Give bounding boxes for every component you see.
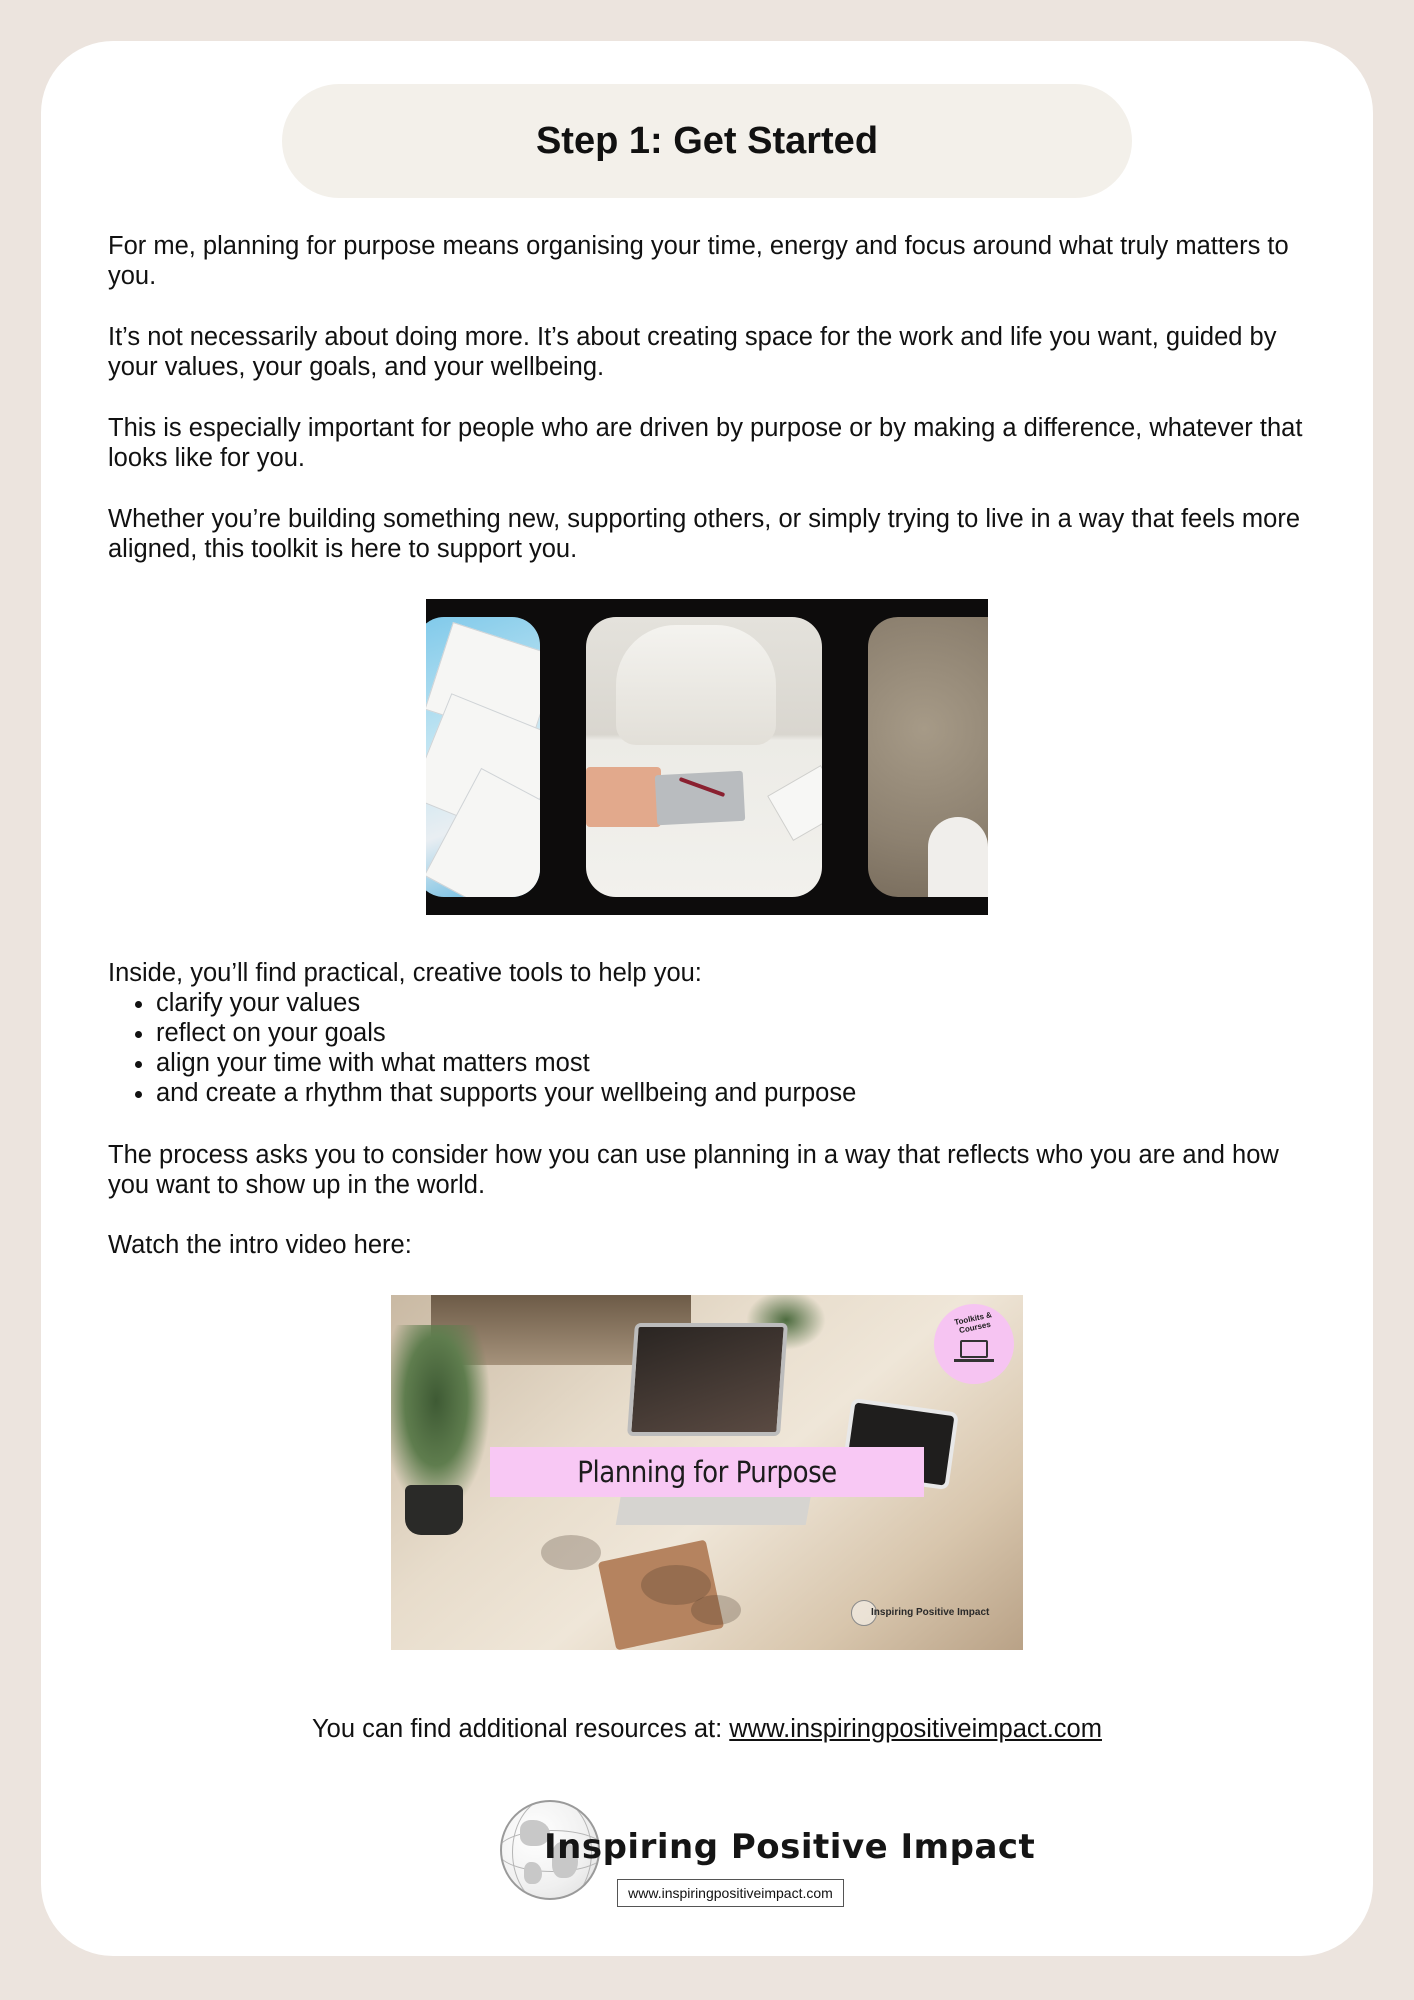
- toolkits-badge: [934, 1304, 1014, 1384]
- photo-collage: [426, 599, 988, 915]
- video-brand: Inspiring Positive Impact: [871, 1607, 990, 1618]
- list-item: • reflect on your goals: [156, 1018, 856, 1048]
- calendar-photo: [426, 617, 540, 897]
- video-title: Planning for Purpose: [577, 1455, 837, 1489]
- badge-text: Toolkits & Courses: [953, 1310, 993, 1336]
- list-item: • align your time with what matters most: [156, 1048, 856, 1078]
- process-paragraph: The process asks you to consider how you can use planning in a way that reflects who you are and how you want to show up in the world.: [108, 1141, 1279, 1199]
- list-item: • clarify your values: [156, 988, 856, 1018]
- footer-logo: [500, 1797, 1036, 1909]
- page-title: Step 1: Get Started: [535, 119, 879, 162]
- tools-lead: Inside, you’ll find practical, creative tools to help you:: [108, 959, 702, 987]
- intro-paragraph-4: Whether you’re building something new, supporting others, or simply trying to live in a way that feels more aligned, this toolkit is here to support you.: [108, 505, 1301, 563]
- brand-url: www.inspiringpositiveimpact.com: [617, 1879, 844, 1907]
- resources-line: [0, 1714, 1414, 1744]
- brand-name: Inspiring Positive Impact: [544, 1827, 1036, 1867]
- laptop-icon: [960, 1340, 988, 1358]
- beach-walk-photo: [868, 617, 988, 897]
- video-title-banner: [490, 1447, 924, 1497]
- intro-paragraph-3: This is especially important for people who are driven by purpose or by making a difference, whatever that looks like for you.: [108, 414, 1303, 472]
- resources-link[interactable]: www.inspiringpositiveimpact.com: [729, 1715, 1102, 1743]
- resources-label: You can find additional resources at:: [312, 1715, 723, 1743]
- intro-video-thumbnail[interactable]: [391, 1295, 1023, 1650]
- tools-list: [108, 988, 856, 1108]
- title-banner: [282, 84, 1132, 198]
- intro-paragraph-1: For me, planning for purpose means organising your time, energy and focus around what truly matters to you.: [108, 232, 1289, 290]
- desk-photo: [586, 617, 822, 897]
- intro-paragraph-2: It’s not necessarily about doing more. It’s about creating space for the work and life you want, guided by your values, your goals, and your wellbeing.: [108, 323, 1277, 381]
- video-prompt: Watch the intro video here:: [108, 1231, 412, 1259]
- list-item: • and create a rhythm that supports your wellbeing and purpose: [156, 1078, 856, 1108]
